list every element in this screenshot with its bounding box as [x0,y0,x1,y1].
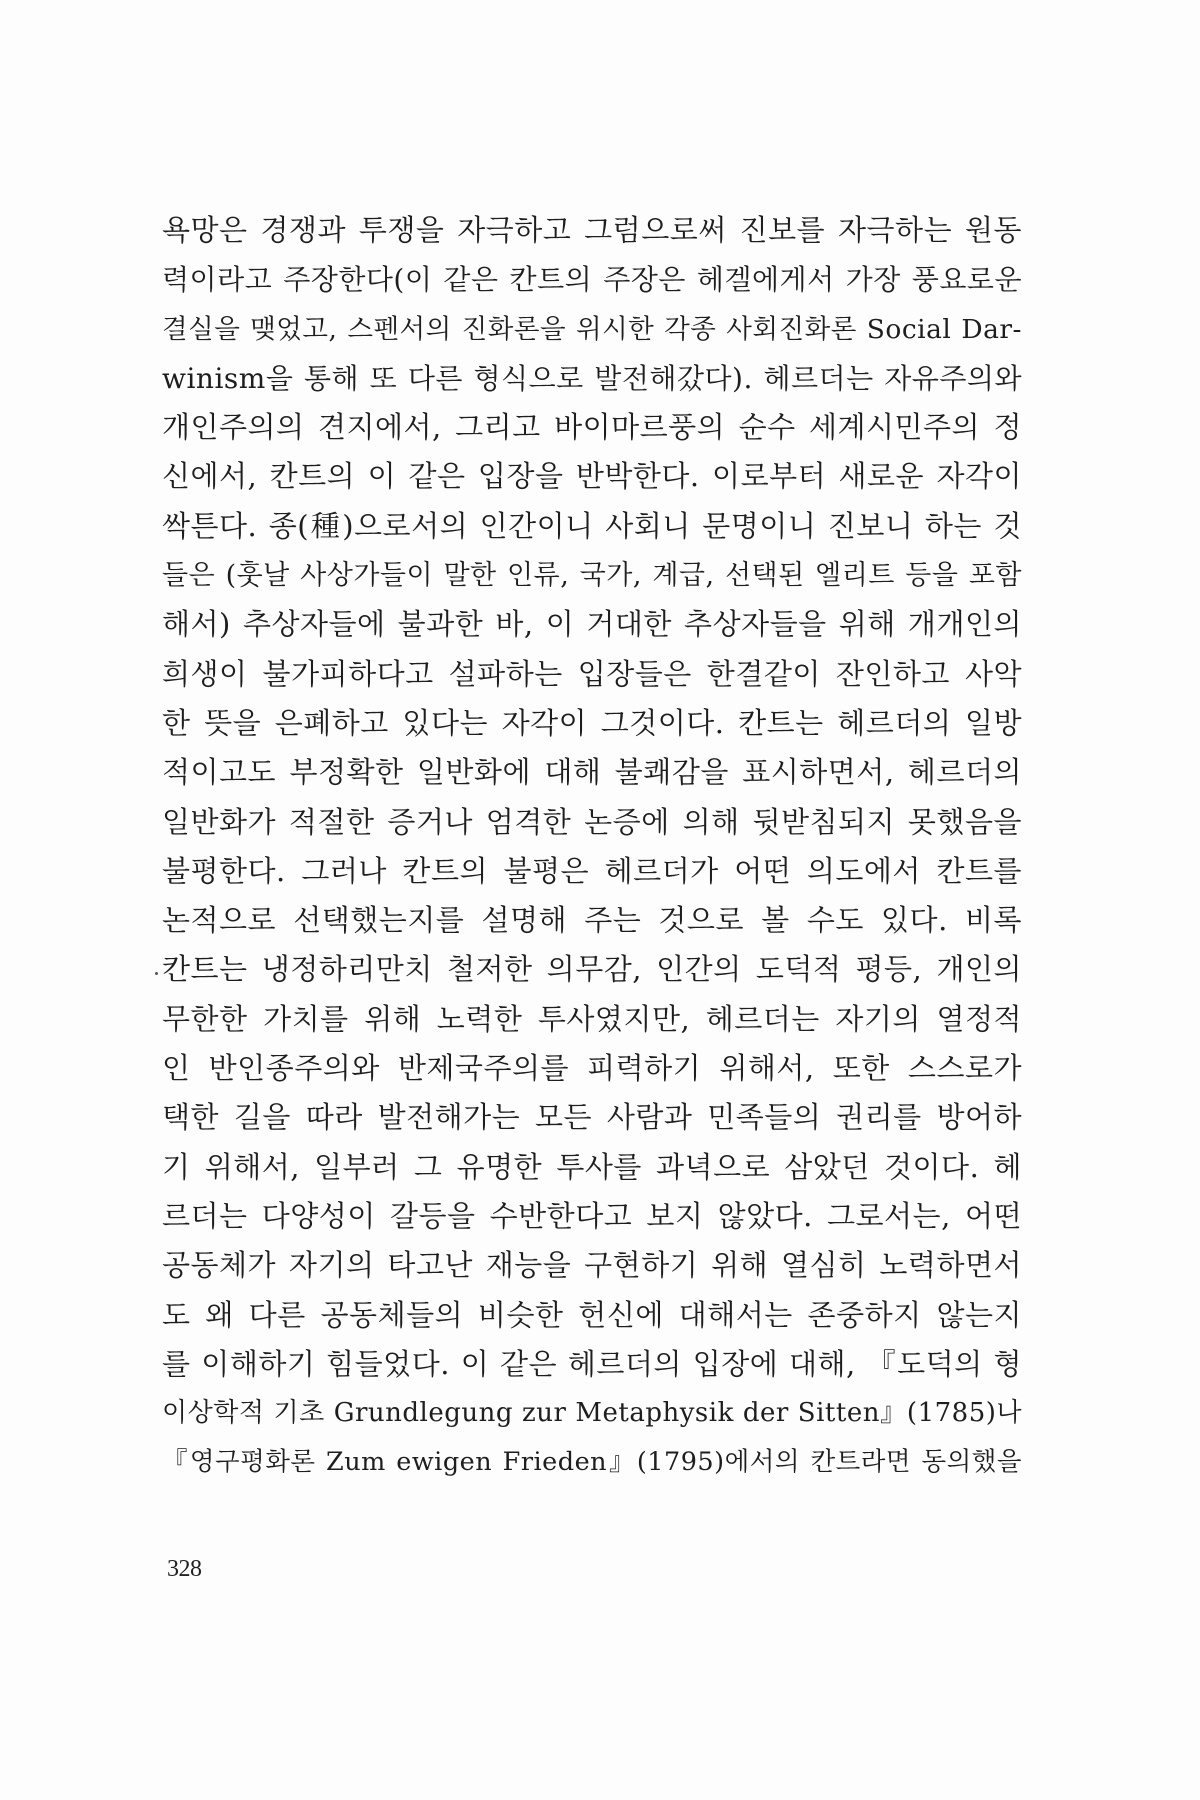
text-line: 희생이 불가피하다고 설파하는 입장들은 한결같이 잔인하고 사악 [162,656,1022,691]
text-line: 일반화가 적절한 증거나 엄격한 논증에 의해 뒷받침되지 못했음을 [162,804,1022,839]
text-line: 력이라고 주장한다(이 같은 칸트의 주장은 헤겔에게서 가장 풍요로운 [162,263,1022,297]
text-line: 택한 길을 따라 발전해가는 모든 사람과 민족들의 권리를 방어하 [162,1100,1022,1135]
text-line: 싹튼다. 종(種)으로서의 인간이니 사회니 문명이니 진보니 하는 것 [162,508,1022,543]
text-line: 욕망은 경쟁과 투쟁을 자극하고 그럼으로써 진보를 자극하는 원동 [162,213,1022,247]
margin-mark [155,972,158,975]
text-line: 들은 (훗날 사상가들이 말한 인류, 국가, 계급, 선택된 엘리트 등을 포함 [162,560,1022,592]
text-line: 해서) 추상자들에 불과한 바, 이 거대한 추상자들을 위해 개개인의 [162,607,1022,642]
text-line: 를 이해하기 힘들었다. 이 같은 헤르더의 입장에 대해, 『도덕의 형 [162,1346,1022,1381]
text-line: 인 반인종주의와 반제국주의를 피력하기 위해서, 또한 스스로가 [162,1051,1022,1086]
text-line: 『영구평화론 Zum ewigen Frieden』(1795)에서의 칸트라면 동의했을 [162,1447,1022,1478]
text-line: 논적으로 선택했는지를 설명해 주는 것으로 볼 수도 있다. 비록 [162,903,1022,938]
text-line: 한 뜻을 은폐하고 있다는 자각이 그것이다. 칸트는 헤르더의 일방 [162,705,1022,740]
text-line: 무한한 가치를 위해 노력한 투사였지만, 헤르더는 자기의 열정적 [162,1001,1022,1036]
text-line: winism을 통해 또 다른 형식으로 발전해갔다). 헤르더는 자유주의와 [162,361,1022,395]
text-line: 결실을 맺었고, 스펜서의 진화론을 위시한 각종 사회진화론 Social Dar- [162,313,1022,345]
text-line: 신에서, 칸트의 이 같은 입장을 반박한다. 이로부터 새로운 자각이 [162,459,1022,494]
text-line: 불평한다. 그러나 칸트의 불평은 헤르더가 어떤 의도에서 칸트를 [162,853,1022,888]
text-line: 기 위해서, 일부러 그 유명한 투사를 과녁으로 삼았던 것이다. 헤 [162,1149,1022,1184]
text-line: 르더는 다양성이 갈등을 수반한다고 보지 않았다. 그로서는, 어떤 [162,1198,1022,1233]
text-line: 이상학적 기초 Grundlegung zur Metaphysik der Sitten』(1785)나 [162,1398,1022,1429]
text-line: 공동체가 자기의 타고난 재능을 구현하기 위해 열심히 노력하면서 [162,1248,1022,1283]
text-line: 적이고도 부정확한 일반화에 대해 불쾌감을 표시하면서, 헤르더의 [162,755,1022,790]
page-number: 328 [167,1556,202,1582]
text-line: 칸트는 냉정하리만치 철저한 의무감, 인간의 도덕적 평등, 개인의 [162,952,1022,987]
text-line: 개인주의의 견지에서, 그리고 바이마르풍의 순수 세계시민주의 정 [162,410,1022,445]
text-line: 도 왜 다른 공동체들의 비슷한 헌신에 대해서는 존중하지 않는지 [162,1297,1022,1332]
body-text [162,206,1022,1488]
